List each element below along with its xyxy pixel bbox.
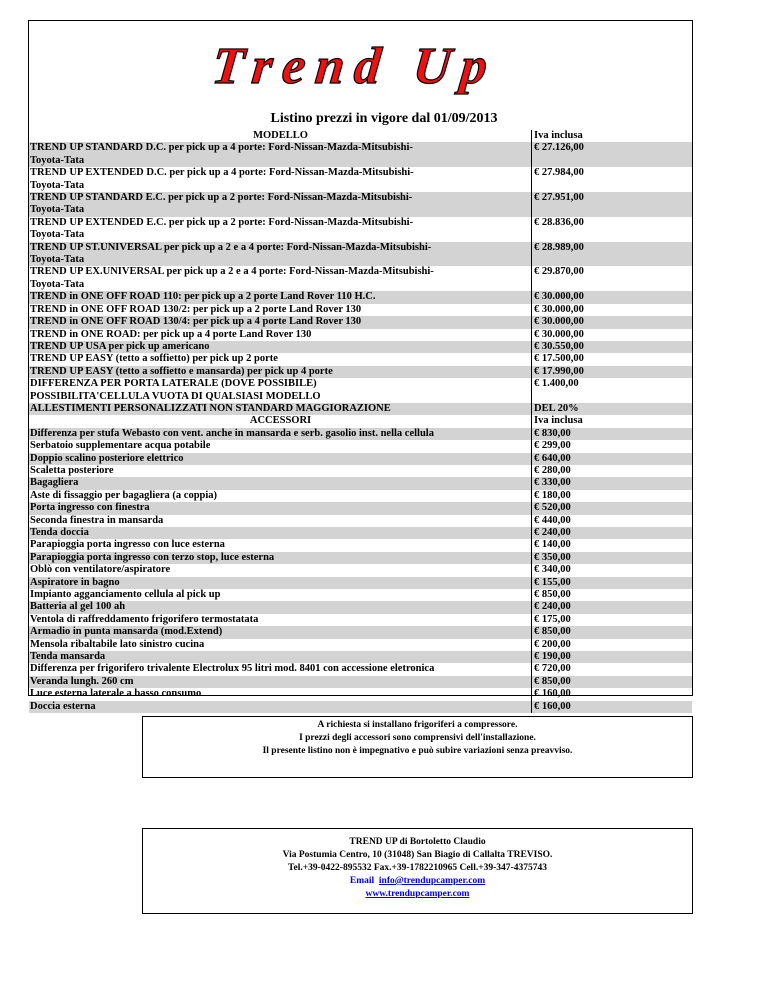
- item-price: € 30.000,00: [534, 316, 584, 328]
- table-row: [29, 552, 692, 564]
- table-row: [29, 366, 692, 378]
- accessories-header-row: [29, 415, 692, 427]
- item-price: € 850,00: [534, 626, 571, 638]
- table-row: [29, 217, 692, 242]
- item-price: € 27.984,00: [534, 167, 584, 179]
- item-label: [29, 403, 532, 415]
- item-label-line: Differenza per stufa Webasto con vent. anche in mansarda e serb. gasolio inst. nella cellula: [30, 427, 434, 439]
- website-link[interactable]: www.trendupcamper.com: [365, 889, 470, 899]
- table-row: [29, 353, 692, 365]
- item-label-line: TREND UP STANDARD D.C. per pick up a 4 porte: Ford-Nissan-Mazda-Mitsubishi-: [30, 142, 413, 154]
- company-address: Via Postumia Centro, 10 (31048) San Biagio di Callalta TREVISO.: [282, 850, 553, 860]
- table-row: [29, 539, 692, 551]
- item-label-line: TREND UP EXTENDED E.C. per pick up a 2 porte: Ford-Nissan-Mazda-Mitsubishi-: [30, 216, 414, 228]
- note-line: Il presente listino non è impegnativo e può subire variazioni senza preavviso.: [262, 746, 573, 756]
- table-row: [29, 527, 692, 539]
- table-row: [29, 589, 692, 601]
- table-row: [29, 291, 692, 303]
- item-label-line: Doccia esterna: [30, 700, 96, 712]
- table-row: [29, 477, 692, 489]
- item-price: € 830,00: [534, 427, 571, 439]
- item-label: [29, 552, 532, 564]
- item-label-line: Seconda finestra in mansarda: [30, 514, 164, 526]
- table-row: [29, 329, 692, 341]
- notes-box: [142, 716, 693, 778]
- table-row: [29, 515, 692, 527]
- item-label-line: Tenda mansarda: [30, 651, 106, 663]
- item-price: [532, 391, 692, 403]
- item-label-line: ALLESTIMENTI PERSONALIZZATI NON STANDARD MAGGIORAZIONE: [30, 402, 391, 414]
- table-row: [29, 676, 692, 688]
- item-label: [29, 341, 532, 353]
- item-price: € 30.000,00: [534, 291, 584, 303]
- item-label: [29, 353, 532, 365]
- item-price: € 200,00: [534, 638, 571, 650]
- note-line: I prezzi degli accessori sono comprensivi dell'installazione.: [299, 733, 536, 743]
- item-label: [29, 391, 532, 403]
- item-label-line: TREND UP EX.UNIVERSAL per pick up a 2 e a 4 porte: Ford-Nissan-Mazda-Mitsubishi-: [30, 266, 434, 278]
- item-label-line: TREND UP STANDARD E.C. per pick up a 2 porte: Ford-Nissan-Mazda-Mitsubishi-: [30, 192, 413, 204]
- item-label-line: Differenza per frigorifero trivalente Electrolux 95 litri mod. 8401 con accessione eletronica: [30, 663, 435, 675]
- item-label-line: TREND in ONE ROAD: per pick up a 4 porte Land Rover 130: [30, 328, 312, 340]
- item-label-line: Scaletta posteriore: [30, 464, 114, 476]
- item-label-line: TREND UP USA per pick up americano: [30, 340, 210, 352]
- item-label: [29, 663, 532, 675]
- item-price: € 440,00: [534, 514, 571, 526]
- item-label: [29, 527, 532, 539]
- table-row: [29, 192, 692, 217]
- item-label-line: Serbatoio supplementare acqua potabile: [30, 440, 211, 452]
- item-label: [29, 676, 532, 688]
- item-label-line: Doppio scalino posteriore elettrico: [30, 452, 184, 464]
- item-price: € 330,00: [534, 477, 571, 489]
- item-label-line: DIFFERENZA PER PORTA LATERALE (DOVE POSSIBILE): [30, 378, 317, 390]
- item-label-line: Toyota-Tata: [30, 278, 85, 290]
- table-row: [29, 701, 692, 713]
- item-label: [29, 515, 532, 527]
- item-label: [29, 329, 532, 341]
- item-price: € 850,00: [534, 589, 571, 601]
- table-row: [29, 564, 692, 576]
- item-price: € 180,00: [534, 489, 571, 501]
- item-label-line: Parapioggia porta ingresso con terzo stop, luce esterna: [30, 551, 275, 563]
- email-link[interactable]: info@trendupcamper.com: [378, 876, 486, 886]
- item-label-line: Toyota-Tata: [30, 154, 85, 166]
- table-row: [29, 465, 692, 477]
- email-line: [143, 875, 692, 888]
- item-price: € 160,00: [534, 688, 571, 700]
- item-price: € 28.836,00: [534, 216, 584, 228]
- item-label: [29, 242, 532, 267]
- item-label-line: Toyota-Tata: [30, 204, 85, 216]
- table-row: [29, 490, 692, 502]
- table-row: [29, 440, 692, 452]
- item-price: € 520,00: [534, 502, 571, 514]
- table-row: [29, 601, 692, 613]
- item-price: € 1.400,00: [534, 378, 579, 390]
- table-row: [29, 626, 692, 638]
- item-label: [29, 266, 532, 291]
- item-label-line: TREND UP EASY (tetto a soffietto) per pick up 2 porte: [30, 353, 278, 365]
- item-price: € 240,00: [534, 527, 571, 538]
- item-label-line: Parapioggia porta ingresso con luce esterna: [30, 539, 225, 551]
- table-row: [29, 502, 692, 514]
- item-label-line: TREND UP ST.UNIVERSAL per pick up a 2 e a 4 porte: Ford-Nissan-Mazda-Mitsubishi-: [30, 241, 432, 253]
- table-row: [29, 341, 692, 353]
- table-row: [29, 316, 692, 328]
- item-price: € 30.000,00: [534, 303, 584, 315]
- item-price: € 160,00: [534, 700, 571, 712]
- item-label: [29, 539, 532, 551]
- table-row: [29, 663, 692, 675]
- item-label-line: Luce esterna laterale a basso consumo: [30, 688, 202, 700]
- trend-up-logo: [209, 35, 500, 100]
- item-label: [29, 639, 532, 651]
- item-label-line: Toyota-Tata: [30, 254, 85, 266]
- note-line: A richiesta si installano frigoriferi a compressore.: [317, 720, 518, 730]
- item-label-line: TREND in ONE OFF ROAD 110: per pick up a 2 porte Land Rover 110 H.C.: [30, 291, 376, 303]
- models-header-label: MODELLO: [29, 130, 532, 142]
- item-price: € 17.500,00: [534, 353, 584, 365]
- item-label: [29, 316, 532, 328]
- item-label-line: Oblò con ventilatore/aspiratore: [30, 564, 171, 576]
- table-row: [29, 266, 692, 291]
- item-label-line: Veranda lungh. 260 cm: [30, 675, 134, 687]
- item-price: € 140,00: [534, 539, 571, 551]
- item-label-line: POSSIBILITA'CELLULA VUOTA DI QUALSIASI MODELLO: [30, 390, 321, 402]
- item-label: [29, 366, 532, 378]
- item-price: € 190,00: [534, 651, 571, 663]
- item-label-line: Aste di fissaggio per bagagliera (a coppia): [30, 489, 218, 501]
- price-table: [29, 130, 692, 713]
- item-label: [29, 490, 532, 502]
- table-row: [29, 651, 692, 663]
- table-row: [29, 304, 692, 316]
- item-label: [29, 614, 532, 626]
- item-price: € 28.989,00: [534, 241, 584, 253]
- item-label: [29, 291, 532, 303]
- item-label: [29, 477, 532, 489]
- table-row: [29, 167, 692, 192]
- item-label: [29, 378, 532, 390]
- item-label: [29, 651, 532, 663]
- item-price: € 640,00: [534, 452, 571, 464]
- table-row: [29, 403, 692, 415]
- company-name: TREND UP di Bortoletto Claudio: [349, 837, 486, 847]
- item-label-line: Tenda doccia: [30, 527, 89, 538]
- table-row: [29, 577, 692, 589]
- item-price: € 27.126,00: [534, 142, 584, 154]
- models-header-row: [29, 130, 692, 142]
- table-row: [29, 391, 692, 403]
- table-row: [29, 639, 692, 651]
- item-label: [29, 465, 532, 477]
- item-label: [29, 440, 532, 452]
- item-label: [29, 601, 532, 613]
- price-list-subtitle: Listino prezzi in vigore dal 01/09/2013: [270, 111, 498, 126]
- item-price: € 350,00: [534, 551, 571, 563]
- item-price: € 240,00: [534, 601, 571, 613]
- item-label-line: Batteria al gel 100 ah: [30, 601, 126, 613]
- item-label-line: Aspiratore in bagno: [30, 576, 120, 588]
- table-row: [29, 142, 692, 167]
- item-price: € 340,00: [534, 564, 571, 576]
- models-list: [29, 142, 692, 415]
- item-price: € 175,00: [534, 613, 571, 625]
- accessories-list: [29, 428, 692, 713]
- item-label-line: TREND in ONE OFF ROAD 130/2: per pick up a 2 porte Land Rover 130: [30, 303, 362, 315]
- item-price: € 155,00: [534, 576, 571, 588]
- item-label-line: Toyota-Tata: [30, 179, 85, 191]
- item-price: € 30.000,00: [534, 328, 584, 340]
- item-label-line: TREND UP EXTENDED D.C. per pick up a 4 porte: Ford-Nissan-Mazda-Mitsubishi-: [30, 167, 414, 179]
- item-label: [29, 304, 532, 316]
- item-label: [29, 142, 532, 167]
- item-price: € 299,00: [534, 440, 571, 452]
- item-label: [29, 453, 532, 465]
- item-label: [29, 502, 532, 514]
- table-row: [29, 688, 692, 700]
- item-label: [29, 217, 532, 242]
- item-label: [29, 701, 532, 713]
- item-label-line: Bagagliera: [30, 477, 79, 489]
- item-label: [29, 192, 532, 217]
- item-label: [29, 589, 532, 601]
- item-price: € 30.550,00: [534, 340, 584, 352]
- item-price: € 27.951,00: [534, 192, 584, 204]
- table-row: [29, 428, 692, 440]
- item-label: [29, 577, 532, 589]
- accessories-header-label: ACCESSORI: [29, 415, 532, 427]
- item-label: [29, 626, 532, 638]
- item-label-line: Mensola ribaltabile lato sinistro cucina: [30, 638, 205, 650]
- item-label: [29, 564, 532, 576]
- table-row: [29, 242, 692, 267]
- company-phones: Tel.+39-0422-895532 Fax.+39-1782210965 Cell.+39-347-4375743: [288, 863, 547, 873]
- item-label-line: TREND in ONE OFF ROAD 130/4: per pick up a 4 porte Land Rover 130: [30, 316, 362, 328]
- item-label-line: Armadio in punta mansarda (mod.Extend): [30, 626, 223, 638]
- item-price: € 29.870,00: [534, 266, 584, 278]
- item-label-line: Toyota-Tata: [30, 229, 85, 241]
- table-row: [29, 378, 692, 390]
- item-price: € 17.990,00: [534, 365, 584, 377]
- item-label: [29, 428, 532, 440]
- accessories-header-price: Iva inclusa: [534, 415, 583, 427]
- contact-box: [142, 828, 693, 914]
- item-label-line: Porta ingresso con finestra: [30, 502, 150, 514]
- item-price: € 280,00: [534, 464, 571, 476]
- item-label-line: Ventola di raffreddamento frigorifero termostatata: [30, 613, 259, 625]
- models-header-price: Iva inclusa: [534, 130, 583, 141]
- item-price: DEL 20%: [534, 402, 579, 414]
- item-price: € 720,00: [534, 663, 571, 675]
- item-label: [29, 167, 532, 192]
- table-row: [29, 453, 692, 465]
- table-row: [29, 614, 692, 626]
- email-label: Email: [349, 876, 375, 886]
- logo-text: Trend Up: [209, 38, 500, 95]
- item-label-line: TREND UP EASY (tetto a soffietto e mansarda) per pick up 4 porte: [30, 365, 333, 377]
- item-label: [29, 688, 532, 700]
- item-price: € 850,00: [534, 675, 571, 687]
- item-label-line: Impianto agganciamento cellula al pick up: [30, 589, 221, 601]
